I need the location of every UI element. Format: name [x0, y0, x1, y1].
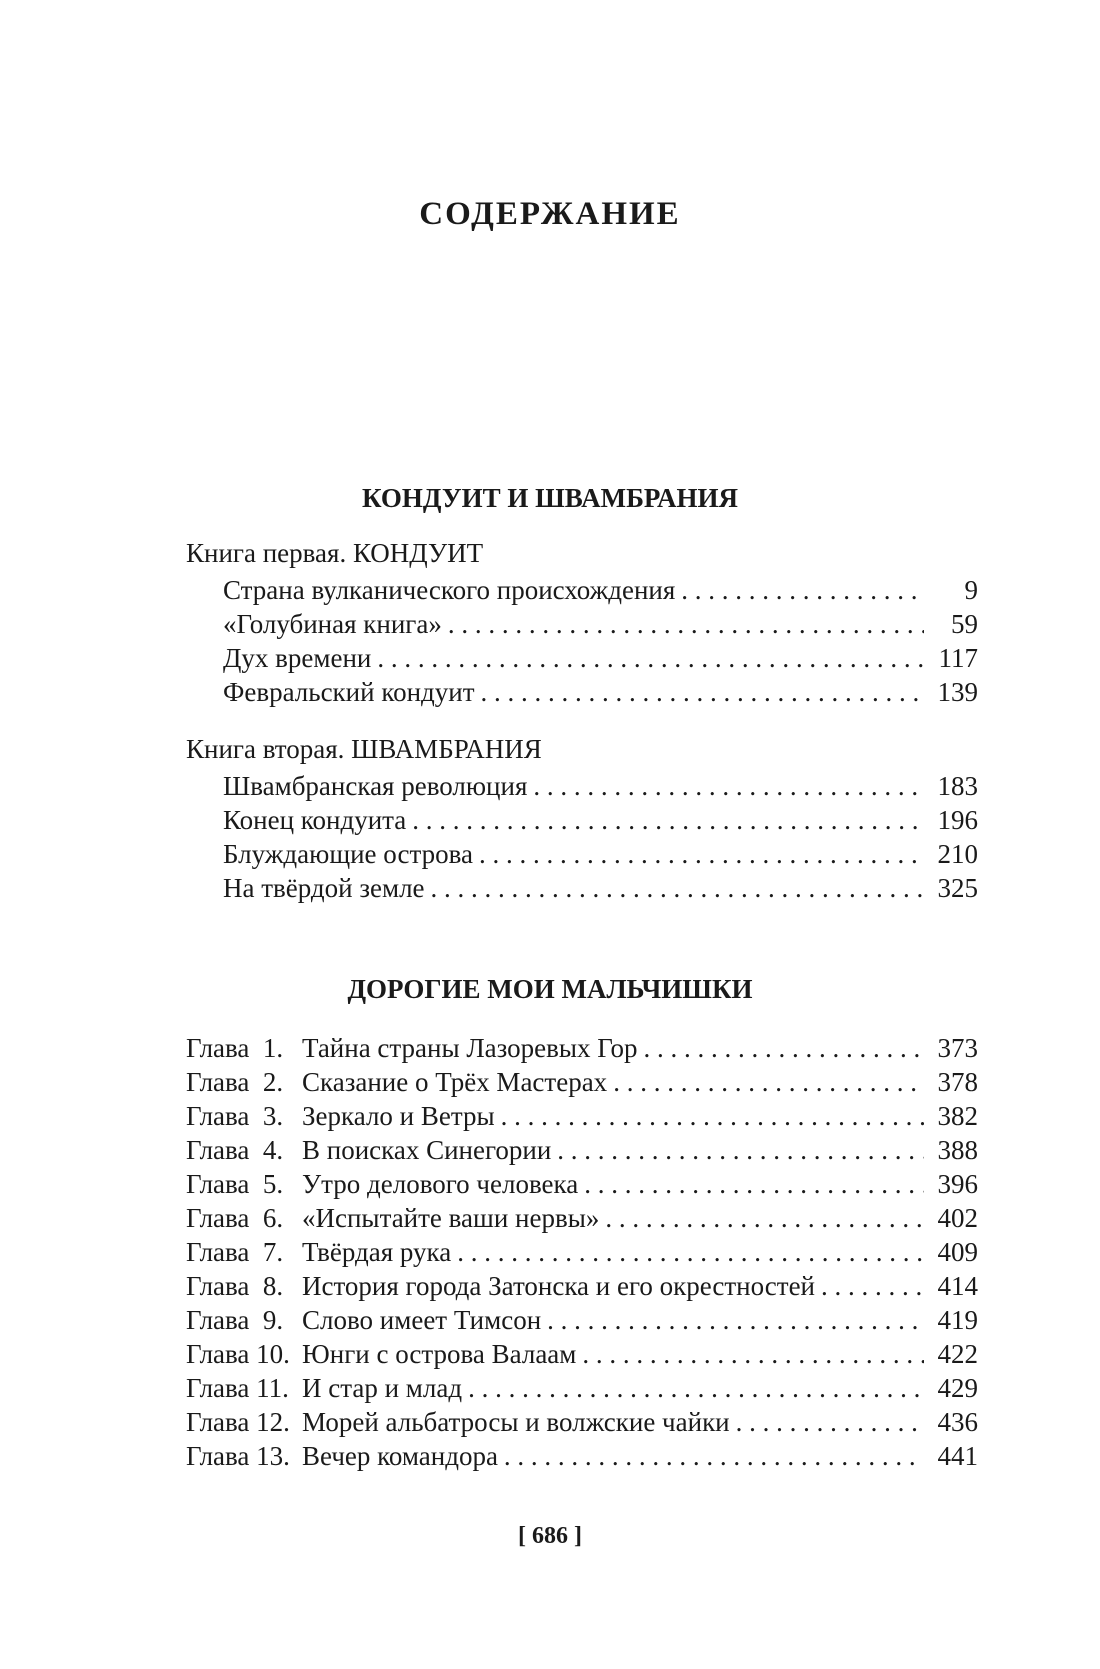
section-title-konduit: КОНДУИТ И ШВАМБРАНИЯ [362, 483, 738, 513]
toc-entry-title: «Голубиная книга» [223, 609, 442, 639]
dot-leader [681, 573, 924, 607]
toc-entry-page: 183 [937, 771, 978, 801]
toc-entry-title: Блуждающие острова [223, 839, 473, 869]
toc-entry[interactable] [223, 573, 978, 607]
toc-entry-page: 441 [937, 1441, 978, 1471]
dot-leader [605, 1201, 924, 1235]
toc-entry[interactable] [186, 1065, 978, 1099]
toc-entry-title: Сказание о Трёх Мастерах [302, 1067, 608, 1097]
chapter-label: Глава 5. [186, 1169, 284, 1199]
dot-leader [821, 1269, 924, 1303]
toc-entry-page: 436 [937, 1407, 978, 1437]
toc-entry[interactable] [186, 1167, 978, 1201]
page-title: СОДЕРЖАНИЕ [419, 196, 681, 232]
toc-entry[interactable] [186, 1235, 978, 1269]
toc-entry-title: «Испытайте ваши нервы» [302, 1203, 600, 1233]
chapter-label: Глава 13. [186, 1441, 290, 1471]
dot-leader [547, 1303, 924, 1337]
toc-entry[interactable] [186, 1031, 978, 1065]
dot-leader [412, 803, 924, 837]
book-title-second: Книга вторая. ШВАМБРАНИЯ [186, 734, 542, 764]
chapter-label: Глава 4. [186, 1135, 284, 1165]
toc-entry-title: И стар и млад [302, 1373, 463, 1403]
toc-entry-title: В поисках Синегории [302, 1135, 552, 1165]
chapter-label: Глава 8. [186, 1271, 284, 1301]
dot-leader [504, 1439, 924, 1473]
dot-leader [481, 675, 924, 709]
toc-entry[interactable] [223, 607, 978, 641]
toc-entry-title: Твёрдая рука [302, 1237, 452, 1267]
toc-entry[interactable] [186, 1133, 978, 1167]
chapter-label: Глава 1. [186, 1033, 284, 1063]
toc-entry-title: Страна вулканического происхождения [223, 575, 676, 605]
toc-entry-page: 139 [937, 677, 978, 707]
toc-entry-title: Вечер командора [302, 1441, 498, 1471]
dot-leader [457, 1235, 924, 1269]
toc-entry-title: Швамбранская революция [223, 771, 528, 801]
toc-entry[interactable] [186, 1303, 978, 1337]
toc-entry[interactable] [186, 1371, 978, 1405]
dot-leader [644, 1031, 924, 1065]
toc-entry-page: 325 [937, 873, 978, 903]
toc-entry-title: На твёрдой земле [223, 873, 425, 903]
toc-entry-title: Тайна страны Лазоревых Гор [302, 1033, 638, 1063]
toc-entry-page: 402 [937, 1203, 978, 1233]
toc-entry-page: 388 [937, 1135, 978, 1165]
toc-entry-page: 422 [937, 1339, 978, 1369]
dot-leader [377, 641, 924, 675]
dot-leader [448, 607, 924, 641]
toc-entry[interactable] [223, 871, 978, 905]
section-title-dorogie: ДОРОГИЕ МОИ МАЛЬЧИШКИ [347, 974, 753, 1004]
toc-entry-page: 373 [937, 1033, 978, 1063]
toc-entry-page: 382 [937, 1101, 978, 1131]
chapter-label: Глава 12. [186, 1407, 290, 1437]
toc-entry[interactable] [186, 1439, 978, 1473]
dot-leader [736, 1405, 924, 1439]
dot-leader [557, 1133, 924, 1167]
toc-entry-page: 429 [937, 1373, 978, 1403]
toc-entry-title: Дух времени [223, 643, 372, 673]
toc-entry-title: Февральский кондуит [223, 677, 475, 707]
dot-leader [613, 1065, 924, 1099]
chapter-label: Глава 6. [186, 1203, 284, 1233]
toc-entry-title: Юнги с острова Валаам [302, 1339, 577, 1369]
toc-entry-page: 419 [937, 1305, 978, 1335]
toc-entry[interactable] [186, 1099, 978, 1133]
dot-leader [584, 1167, 924, 1201]
toc-entry-page: 210 [937, 839, 978, 869]
dot-leader [582, 1337, 924, 1371]
toc-entry-title: Конец кондуита [223, 805, 407, 835]
chapter-label: Глава 2. [186, 1067, 284, 1097]
toc-entry[interactable] [223, 769, 978, 803]
toc-entry[interactable] [223, 675, 978, 709]
chapter-label: Глава 9. [186, 1305, 284, 1335]
toc-entry-title: История города Затонска и его окрестностей [302, 1271, 815, 1301]
toc-entry-page: 196 [937, 805, 978, 835]
toc-entry[interactable] [223, 803, 978, 837]
toc-entry[interactable] [186, 1405, 978, 1439]
toc-entry[interactable] [186, 1269, 978, 1303]
toc-entry-page: 117 [938, 643, 978, 673]
dot-leader [533, 769, 924, 803]
toc-entry-title: Морей альбатросы и волжские чайки [302, 1407, 730, 1437]
chapter-label: Глава 7. [186, 1237, 284, 1267]
dot-leader [501, 1099, 924, 1133]
toc-entry-page: 409 [937, 1237, 978, 1267]
toc-entry[interactable] [186, 1201, 978, 1235]
book-title-first: Книга первая. КОНДУИТ [186, 538, 484, 568]
toc-entry[interactable] [223, 837, 978, 871]
chapter-label: Глава 11. [186, 1373, 289, 1403]
toc-entry-page: 378 [937, 1067, 978, 1097]
toc-entry-title: Слово имеет Тимсон [302, 1305, 542, 1335]
dot-leader [479, 837, 924, 871]
dot-leader [431, 871, 924, 905]
dot-leader [468, 1371, 924, 1405]
chapter-label: Глава 3. [186, 1101, 284, 1131]
toc-entry-title: Утро делового человека [302, 1169, 579, 1199]
page-number: [ 686 ] [518, 1523, 582, 1549]
chapter-label: Глава 10. [186, 1339, 290, 1369]
toc-entry-page: 59 [951, 609, 978, 639]
toc-entry[interactable] [186, 1337, 978, 1371]
toc-entry-title: Зеркало и Ветры [302, 1101, 495, 1131]
toc-entry-page: 414 [937, 1271, 978, 1301]
toc-entry[interactable] [223, 641, 978, 675]
toc-entry-page: 9 [964, 575, 978, 605]
toc-entry-page: 396 [937, 1169, 978, 1199]
